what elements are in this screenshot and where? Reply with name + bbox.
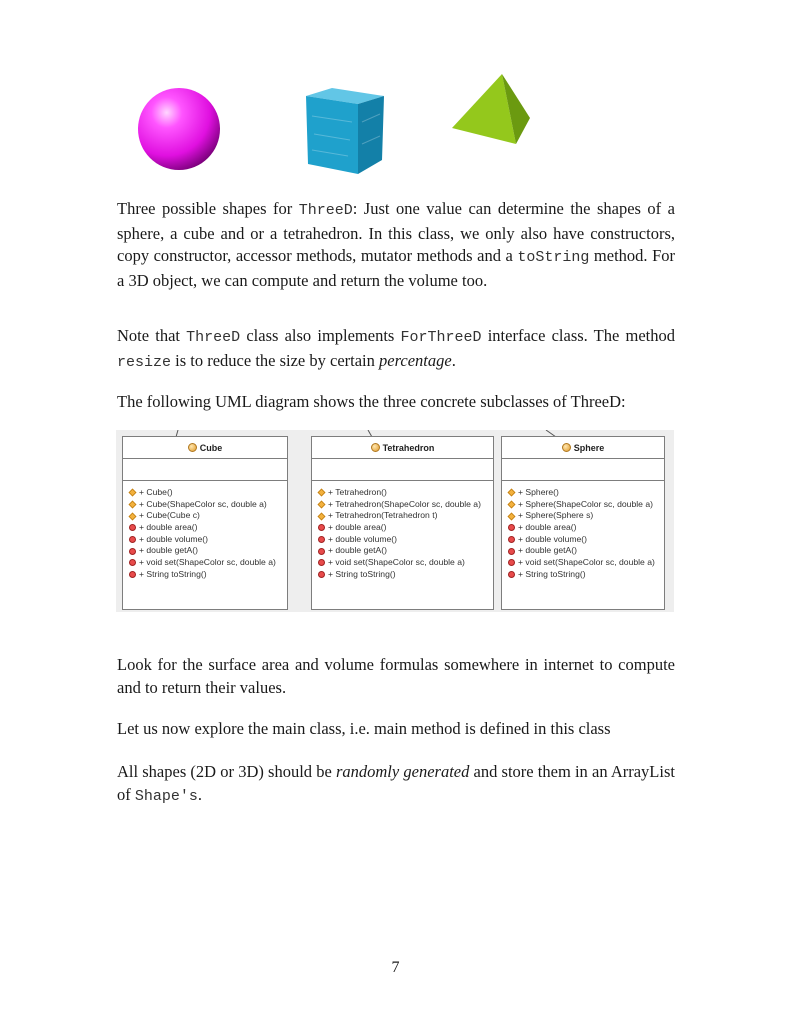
class-icon — [562, 443, 571, 452]
method-signature: + Tetrahedron() — [328, 487, 387, 497]
method-signature: + void set(ShapeColor sc, double a) — [518, 557, 655, 568]
public-method-icon — [318, 559, 325, 566]
uml-method — [508, 487, 664, 499]
constructor-icon — [318, 512, 326, 520]
code-threed: ThreeD — [298, 202, 353, 219]
method-signature: + Tetrahedron(Tetrahedron t) — [328, 510, 438, 521]
sphere-image — [136, 86, 222, 172]
uml-class-name: Sphere — [573, 442, 605, 453]
class-icon — [188, 443, 197, 452]
public-method-icon — [318, 548, 325, 555]
method-signature: + String toString() — [518, 568, 586, 579]
tetrahedron-image — [450, 72, 534, 148]
uml-method — [129, 522, 287, 534]
uml-caption: The following UML diagram shows the three concrete subclasses of ThreeD: — [117, 392, 626, 411]
note-text: class also implements — [240, 326, 401, 345]
uml-method — [129, 510, 287, 522]
emphasis-randomly-generated: randomly generated — [335, 762, 470, 781]
method-signature: + Cube(ShapeColor sc, double a) — [139, 498, 267, 509]
code-tostring: toString — [517, 249, 590, 266]
emphasis-percentage: percentage — [379, 350, 452, 370]
cube-image — [300, 86, 388, 176]
uml-method — [318, 534, 493, 546]
intro-paragraph — [117, 198, 675, 292]
uml-methods — [502, 481, 664, 581]
constructor-icon — [508, 501, 516, 509]
uml-method — [129, 545, 287, 557]
public-method-icon — [508, 536, 515, 543]
uml-method — [129, 499, 287, 511]
main-class-paragraph: Let us now explore the main class, i.e. main method is defined in this class — [117, 719, 611, 738]
note-text: . — [451, 350, 456, 370]
constructor-icon — [129, 512, 137, 520]
uml-method — [508, 557, 664, 569]
uml-method — [318, 557, 493, 569]
method-signature: + double getA() — [139, 545, 199, 556]
uml-method — [508, 545, 664, 557]
uml-attributes — [312, 459, 493, 481]
code-forthreed: ForThreeD — [400, 329, 482, 346]
uml-method — [318, 522, 493, 534]
uml-method — [129, 534, 287, 546]
public-method-icon — [129, 548, 136, 555]
public-method-icon — [129, 571, 136, 578]
uml-method — [508, 569, 664, 581]
method-signature: + double volume() — [139, 533, 209, 544]
page-number: 7 — [391, 959, 400, 976]
uml-class-cube — [122, 436, 288, 610]
uml-methods — [312, 481, 493, 581]
public-method-icon — [508, 571, 515, 578]
random-text: All shapes (2D or 3D) should be — [117, 762, 336, 781]
public-method-icon — [508, 548, 515, 555]
random-paragraph — [117, 761, 675, 808]
public-method-icon — [508, 524, 515, 531]
uml-class-header — [123, 437, 287, 459]
code-threed: ThreeD — [186, 329, 241, 346]
note-paragraph — [117, 325, 675, 374]
uml-class-header — [312, 437, 493, 459]
method-signature: + void set(ShapeColor sc, double a) — [139, 557, 276, 568]
uml-attributes — [123, 459, 287, 481]
constructor-icon — [508, 512, 516, 520]
public-method-icon — [129, 524, 136, 531]
look-for-paragraph: Look for the surface area and volume formulas somewhere in internet to compute and to return their values. — [117, 655, 675, 697]
public-method-icon — [318, 524, 325, 531]
uml-method — [318, 510, 493, 522]
uml-class-name: Cube — [199, 442, 223, 453]
method-signature: + Sphere(ShapeColor sc, double a) — [518, 498, 653, 509]
method-signature: + Tetrahedron(ShapeColor sc, double a) — [328, 498, 481, 509]
constructor-icon — [129, 501, 137, 509]
uml-method — [318, 569, 493, 581]
uml-diagram — [116, 430, 674, 612]
uml-method — [129, 487, 287, 499]
method-signature: + Sphere(Sphere s) — [518, 510, 594, 521]
uml-method — [508, 510, 664, 522]
uml-method — [508, 522, 664, 534]
public-method-icon — [129, 559, 136, 566]
class-icon — [371, 443, 380, 452]
public-method-icon — [318, 536, 325, 543]
uml-method — [129, 569, 287, 581]
constructor-icon — [508, 489, 516, 497]
public-method-icon — [129, 536, 136, 543]
public-method-icon — [508, 559, 515, 566]
uml-method — [318, 545, 493, 557]
method-signature: + String toString() — [139, 568, 207, 579]
uml-class-tetrahedron — [311, 436, 494, 610]
method-signature: + Cube() — [139, 487, 173, 497]
constructor-icon — [318, 489, 326, 497]
constructor-icon — [129, 489, 137, 497]
uml-method — [508, 499, 664, 511]
method-signature: + double volume() — [518, 533, 588, 544]
intro-text: method. For a 3D object, we can compute and return the volume too. — [117, 246, 675, 290]
uml-method — [318, 487, 493, 499]
uml-method — [508, 534, 664, 546]
uml-class-header — [502, 437, 664, 459]
constructor-icon — [318, 501, 326, 509]
method-signature: + double area() — [518, 522, 577, 533]
uml-class-name: Tetrahedron — [382, 442, 435, 453]
uml-class-sphere — [501, 436, 665, 610]
method-signature: + double volume() — [328, 533, 398, 544]
intro-text: : Just one value can determine the shapes of a sphere, a cube and or a tetrahedron. In this class, we only also have constructors, copy constructor, accessor methods, mutator methods and a — [117, 199, 675, 265]
method-signature: + void set(ShapeColor sc, double a) — [328, 557, 465, 568]
uml-methods — [123, 481, 287, 581]
random-text: . — [197, 784, 203, 804]
method-signature: + Cube(Cube c) — [139, 510, 200, 521]
code-resize: resize — [117, 353, 172, 371]
method-signature: + Sphere() — [518, 487, 559, 497]
uml-method — [318, 499, 493, 511]
code-shapes: Shape's — [134, 787, 198, 805]
uml-attributes — [502, 459, 664, 481]
method-signature: + double getA() — [328, 545, 388, 556]
method-signature: + double getA() — [518, 545, 578, 556]
note-text: is to reduce the size by certain — [171, 350, 380, 370]
uml-method — [129, 557, 287, 569]
intro-text: Three possible shapes for — [117, 199, 299, 218]
note-text: interface class. The method — [481, 326, 675, 345]
random-text: and store them in an ArrayList of — [117, 762, 675, 804]
note-text: Note that — [117, 326, 187, 345]
public-method-icon — [318, 571, 325, 578]
method-signature: + String toString() — [328, 568, 396, 579]
method-signature: + double area() — [139, 522, 198, 533]
method-signature: + double area() — [328, 522, 387, 533]
